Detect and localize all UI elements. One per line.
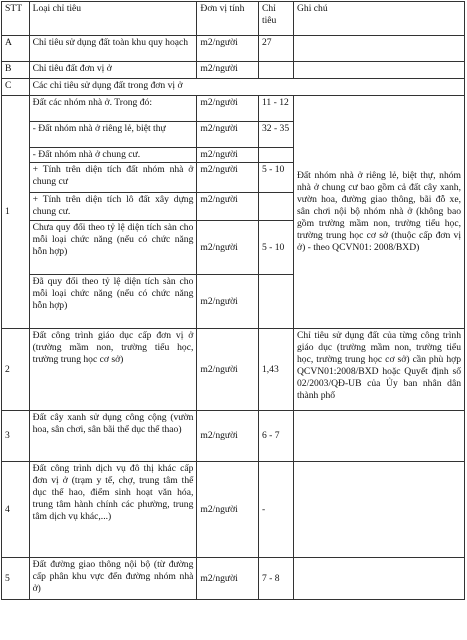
header-stt: STT — [2, 2, 30, 36]
header-row — [2, 2, 465, 36]
note-cell — [294, 62, 465, 79]
unit-cell: m2/người — [197, 558, 259, 600]
unit-cell: m2/người — [197, 329, 259, 411]
stt-cell: 1 — [2, 96, 30, 329]
unit-cell: m2/người — [197, 163, 259, 193]
value-cell: - — [258, 462, 293, 558]
type-cell: Chưa quy đổi theo tỷ lệ diện tích sàn cho mỗi loại chức năng (nếu có chức năng hỗn hợp) — [29, 221, 197, 275]
stt-cell: B — [2, 62, 30, 79]
stt-cell: 2 — [2, 329, 30, 411]
type-cell: - Đất nhóm nhà ở riêng lẻ, biệt thự — [29, 122, 197, 148]
table-row — [2, 62, 465, 79]
unit-cell: m2/người — [197, 122, 259, 148]
note-cell — [294, 462, 465, 558]
table-row — [2, 462, 465, 558]
type-cell: - Đất nhóm nhà ở chung cư. — [29, 148, 197, 163]
type-cell: Chỉ tiêu đất đơn vị ở — [29, 62, 197, 79]
section-title-cell: Các chỉ tiêu sử dụng đất trong đơn vị ở — [29, 79, 464, 96]
value-cell: 1,43 — [258, 329, 293, 411]
unit-cell: m2/người — [197, 62, 259, 79]
table-row — [2, 36, 465, 62]
unit-cell: m2/người — [197, 96, 259, 122]
type-cell: Đã quy đổi theo tỷ lệ diện tích sàn cho mỗi loại chức năng (nếu có chức năng hỗn hợp) — [29, 275, 197, 329]
value-cell — [258, 193, 293, 221]
note-cell: Chỉ tiêu sử dụng đất của từng công trình giáo dục (trường mầm non, trường tiểu học, trường trung học cơ sở) cần phù hợp QCVN01:2008/BXD hoặc Quyết định số 02/2003/QĐ-UB của Ủy ban nhân dân thành phố — [294, 329, 465, 411]
stt-cell: 5 — [2, 558, 30, 600]
type-cell: Đất đường giao thông nội bộ (từ đường cấp phân khu vực đến đường nhóm nhà ở) — [29, 558, 197, 600]
land-use-table — [1, 1, 465, 600]
unit-cell: m2/người — [197, 193, 259, 221]
value-cell — [258, 148, 293, 163]
stt-cell: C — [2, 79, 30, 96]
value-cell: 27 — [258, 36, 293, 62]
table-row — [2, 79, 465, 96]
header-note: Ghi chú — [294, 2, 465, 36]
table-row — [2, 329, 465, 411]
type-cell: Đất công trình dịch vụ đô thị khác cấp đơn vị ở (trạm y tế, chợ, trung tâm thể dục thể hao, điểm sinh hoạt văn hóa, trung tâm hành chính các phường, trung tâm dịch vụ khác,...) — [29, 462, 197, 558]
stt-cell: 3 — [2, 411, 30, 462]
unit-cell: m2/người — [197, 148, 259, 163]
unit-cell: m2/người — [197, 462, 259, 558]
value-cell: 32 - 35 — [258, 122, 293, 148]
note-cell: Đất nhóm nhà ở riêng lẻ, biệt thự, nhóm nhà ở chung cư bao gồm cả đất cây xanh, vườn hoa, đường giao thông, bãi đỗ xe, sân chơi nội bộ nhóm nhà ở (không bao gồm trường mầm non, trường tiểu học, trường trung học cơ sở (thuộc cấp đơn vị ở) - theo QCVN01: 2008/BXD) — [294, 96, 465, 329]
header-indicator: Chỉ tiêu — [258, 2, 293, 36]
unit-cell: m2/người — [197, 275, 259, 329]
type-cell: Chỉ tiêu sử dụng đất toàn khu quy hoạch — [29, 36, 197, 62]
type-cell: Đất công trình giáo dục cấp đơn vị ở (trường mầm non, trường tiểu học, trường trung học cơ sở) — [29, 329, 197, 411]
type-cell: Đất các nhóm nhà ở. Trong đó: — [29, 96, 197, 122]
value-cell — [258, 62, 293, 79]
note-cell — [294, 36, 465, 62]
type-cell: + Tính trên diện tích đất nhóm nhà ở chung cư — [29, 163, 197, 193]
unit-cell: m2/người — [197, 221, 259, 275]
type-cell: + Tính trên diện tích lô đất xây dựng chung cư. — [29, 193, 197, 221]
header-type: Loại chỉ tiêu — [29, 2, 197, 36]
value-cell: 6 - 7 — [258, 411, 293, 462]
value-cell — [258, 275, 293, 329]
table-row — [2, 96, 465, 122]
stt-cell: A — [2, 36, 30, 62]
table-row — [2, 558, 465, 600]
value-cell: 5 - 10 — [258, 163, 293, 193]
note-cell — [294, 558, 465, 600]
unit-cell: m2/người — [197, 411, 259, 462]
unit-cell: m2/người — [197, 36, 259, 62]
table-row — [2, 411, 465, 462]
type-cell: Đất cây xanh sử dụng công cộng (vườn hoa, sân chơi, sân bãi thể dục thể thao) — [29, 411, 197, 462]
header-unit: Đơn vị tính — [197, 2, 259, 36]
value-cell: 5 - 10 — [258, 221, 293, 275]
stt-cell: 4 — [2, 462, 30, 558]
note-cell — [294, 411, 465, 462]
value-cell: 7 - 8 — [258, 558, 293, 600]
value-cell: 11 - 12 — [258, 96, 293, 122]
